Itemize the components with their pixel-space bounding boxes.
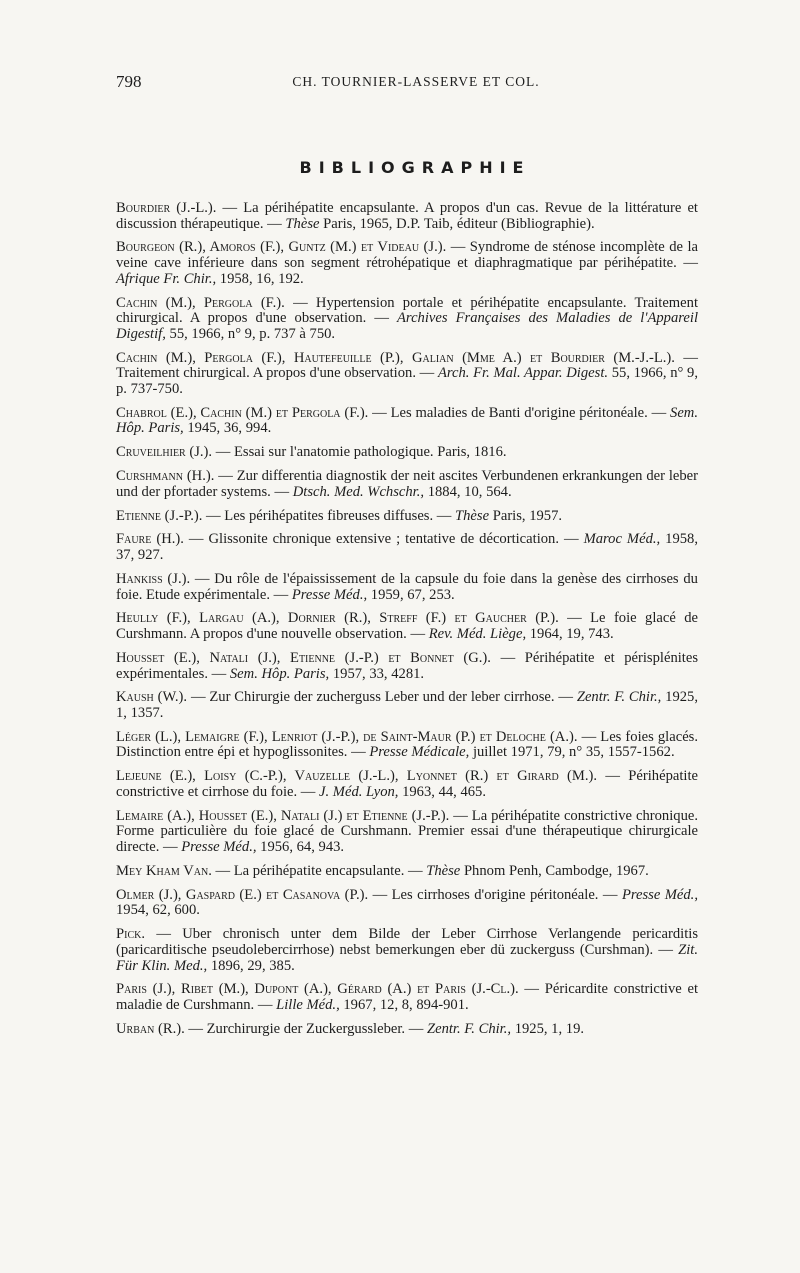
reference-authors: Cachin (M.), Pergola (F.), Hautefeuille (P.), Galian (Mme A.) et Bourdier (M.-J.-L.). <box>116 349 675 366</box>
reference-authors: Pick. <box>116 926 145 943</box>
reference-source: Zentr. F. Chir., <box>576 689 662 706</box>
reference-details: 1964, 19, 743. <box>526 626 614 643</box>
reference-entry <box>116 690 698 721</box>
running-head: CH. TOURNIER-LASSERVE ET COL. <box>292 74 540 89</box>
reference-authors: Chabrol (E.), Cachin (M.) et Pergola (F.). <box>116 404 369 421</box>
reference-source: Zentr. F. Chir., <box>426 1020 512 1037</box>
reference-details: 1956, 64, 943. <box>256 839 345 856</box>
reference-authors: Urban (R.). <box>116 1020 185 1037</box>
reference-details: 1945, 36, 994. <box>183 420 272 437</box>
reference-entry <box>116 240 698 287</box>
reference-text: — Les maladies de Banti d'origine péritonéale. — <box>372 404 671 421</box>
reference-entry <box>116 532 698 563</box>
reference-authors: Bourdier (J.-L.). <box>116 200 217 216</box>
reference-text: — Péricardite constrictive et maladie de Curshmann. — <box>116 981 698 1013</box>
reference-details: 1896, 29, 385. <box>207 957 295 974</box>
reference-authors: Olmer (J.), Gaspard (E.) et Casanova (P.). <box>116 886 369 903</box>
reference-entry <box>116 351 698 398</box>
reference-entry <box>116 611 698 642</box>
reference-authors: Lemaire (A.), Housset (E.), Natali (J.) et Etienne (J.-P.). <box>116 807 450 824</box>
reference-source: Presse Médicale, <box>369 744 470 761</box>
reference-details: 1925, 1, 19. <box>511 1020 585 1037</box>
reference-entry <box>116 445 698 461</box>
reference-entry <box>116 864 698 880</box>
reference-details: 55, 1966, n° 9, p. 737 à 750. <box>165 325 336 342</box>
reference-details: 1963, 44, 465. <box>398 783 486 800</box>
reference-details: 1925, 1, 1357. <box>116 689 699 721</box>
reference-details: 1957, 33, 4281. <box>329 665 425 682</box>
reference-entry <box>116 651 698 682</box>
reference-source: Thèse <box>426 862 461 879</box>
reference-entry <box>116 572 698 603</box>
reference-text: — La périhépatite encapsulante. — <box>215 862 427 879</box>
reference-details: 1958, 37, 927. <box>116 531 699 564</box>
reference-entry <box>116 809 698 856</box>
reference-entry <box>116 888 698 919</box>
reference-source: Presse Méd., <box>181 839 257 856</box>
page-header <box>116 72 686 92</box>
reference-text: — Du rôle de l'épaississement de la capsule du foie dans la genèse des cirrhoses du foie. Etude expérimentale. — <box>116 570 698 603</box>
reference-details: 1967, 12, 8, 894-901. <box>339 996 469 1013</box>
reference-text: — Les cirrhoses d'origine péritonéale. — <box>372 886 622 903</box>
reference-source: Dtsch. Med. Wchschr., <box>292 483 425 500</box>
reference-text: — Les périhépatites fibreuses diffuses. — <box>206 507 456 524</box>
reference-entry <box>116 469 698 500</box>
reference-source: Lille Méd., <box>276 996 340 1013</box>
reference-text: — La périhépatite encapsulante. A propos d'un cas. Revue de la littérature et discussion thérapeutique. — <box>116 200 698 232</box>
reference-details: Paris, 1957. <box>489 507 563 524</box>
reference-authors: Bourgeon (R.), Amoros (F.), Guntz (M.) et Videau (J.). <box>116 239 447 256</box>
reference-authors: Paris (J.), Ribet (M.), Dupont (A.), Gérard (A.) et Paris (J.-Cl.). <box>116 981 519 998</box>
reference-source: Sem. Hôp. Paris, <box>116 404 698 437</box>
reference-text: — Hypertension portale et périhépatite encapsulante. Traitement chirurgical. A propos d'une observation. — <box>116 294 698 327</box>
reference-source: Arch. Fr. Mal. Appar. Digest. <box>437 365 609 382</box>
reference-entry <box>116 406 698 437</box>
reference-source: Sem. Hôp. Paris, <box>229 665 330 682</box>
reference-authors: Heully (F.), Largau (A.), Dornier (R.), Streff (F.) et Gaucher (P.). <box>116 610 559 627</box>
reference-authors: Mey Kham Van. <box>116 862 212 879</box>
page-number: 798 <box>116 72 142 91</box>
reference-authors: Cachin (M.), Pergola (F.). <box>116 294 285 311</box>
reference-entry <box>116 769 698 800</box>
reference-text: — Zurchirurgie der Zuckergussleber. — <box>188 1020 427 1037</box>
bibliography-title: BIBLIOGRAPHIE <box>299 158 531 177</box>
reference-text: — Traitement chirurgical. A propos d'une observation. — <box>116 349 698 382</box>
reference-text: — Uber chronisch unter dem Bilde der Leber Cirrhose Verlangende pericarditis (paricarditische pseudolebercirrhose) nebst bemerkungen eber dü zuckerguss (Curshman). — <box>116 926 698 958</box>
reference-entry <box>116 730 698 761</box>
reference-entry <box>116 296 698 343</box>
reference-entry <box>116 982 698 1013</box>
reference-entry <box>116 201 698 232</box>
reference-source: Thèse <box>285 215 320 232</box>
reference-details: Paris, 1965, D.P. Taib, éditeur (Bibliographie). <box>319 215 595 232</box>
reference-source: J. Méd. Lyon, <box>319 783 399 800</box>
reference-source: Archives Françaises des Maladies de l'Appareil Digestif, <box>116 310 698 342</box>
reference-source: Afrique Fr. Chir., <box>116 270 217 287</box>
reference-text: — La périhépatite constrictive chronique. Forme particulière du foie glacé de Curshmann. Premier essai d'une thérapeutique chirurgicale directe. — <box>116 807 698 856</box>
reference-source: Zit. Für Klin. Med., <box>116 941 698 974</box>
reference-entry <box>116 509 698 525</box>
reference-text: — Le foie glacé de Curshmann. A propos d'une nouvelle observation. — <box>116 610 699 643</box>
reference-entry <box>116 927 698 974</box>
reference-authors: Léger (L.), Lemaigre (F.), Lenriot (J.-P.), de Saint-Maur (P.) et Deloche (A.). <box>116 728 578 745</box>
reference-text: — Les foies glacés. Distinction entre épi et hypoglissonites. — <box>116 728 698 761</box>
reference-text: — Syndrome de sténose incomplète de la veine cave inférieure dans son segment rétrohépatique et diaphragmatique par périhépatite. — <box>116 239 699 272</box>
reference-authors: Housset (E.), Natali (J.), Etienne (J.-P.) et Bonnet (G.). <box>116 649 491 666</box>
reference-details: 1959, 67, 253. <box>367 586 455 603</box>
reference-details: 1954, 62, 600. <box>116 902 200 919</box>
reference-authors: Curshmann (H.). <box>116 468 215 485</box>
reference-source: Rev. Méd. Liège, <box>428 626 527 643</box>
reference-details: juillet 1971, 79, n° 35, 1557-1562. <box>469 744 675 761</box>
reference-text: — Essai sur l'anatomie pathologique. Paris, 1816. <box>215 444 507 461</box>
reference-authors: Etienne (J.-P.). <box>116 507 203 524</box>
reference-authors: Hankiss (J.). <box>116 570 191 587</box>
reference-authors: Kaush (W.). <box>116 689 188 706</box>
reference-text: — Zur differentia diagnostik der neit ascites Verbundenen erkrankungen der leber und der pfortader systems. — <box>116 468 698 500</box>
reference-source: Presse Méd., <box>291 586 368 603</box>
reference-details: Phnom Penh, Cambodge, 1967. <box>460 862 649 879</box>
reference-authors: Lejeune (E.), Loisy (C.-P.), Vauzelle (J.-L.), Lyonnet (R.) et Girard (M.). <box>116 768 598 785</box>
reference-list <box>116 201 698 1046</box>
reference-source: Presse Méd., <box>621 886 698 903</box>
reference-details: 1958, 16, 192. <box>216 270 304 287</box>
reference-text: — Zur Chirurgie der zucherguss Leber und der leber cirrhose. — <box>190 689 577 706</box>
reference-source: Maroc Méd., <box>583 531 661 548</box>
reference-text: — Périhépatite constrictive et cirrhose du foie. — <box>116 768 699 800</box>
reference-source: Thèse <box>455 507 490 524</box>
reference-entry <box>116 1022 698 1038</box>
reference-text: — Périhépatite et périsplénites expérimentales. — <box>116 649 699 682</box>
reference-details: 1884, 10, 564. <box>424 483 512 500</box>
reference-authors: Cruveilhier (J.). <box>116 444 213 461</box>
reference-text: — Glissonite chronique extensive ; tentative de décortication. — <box>188 531 584 548</box>
reference-authors: Faure (H.). <box>116 531 184 548</box>
reference-details: 55, 1966, n° 9, p. 737-750. <box>116 365 698 397</box>
